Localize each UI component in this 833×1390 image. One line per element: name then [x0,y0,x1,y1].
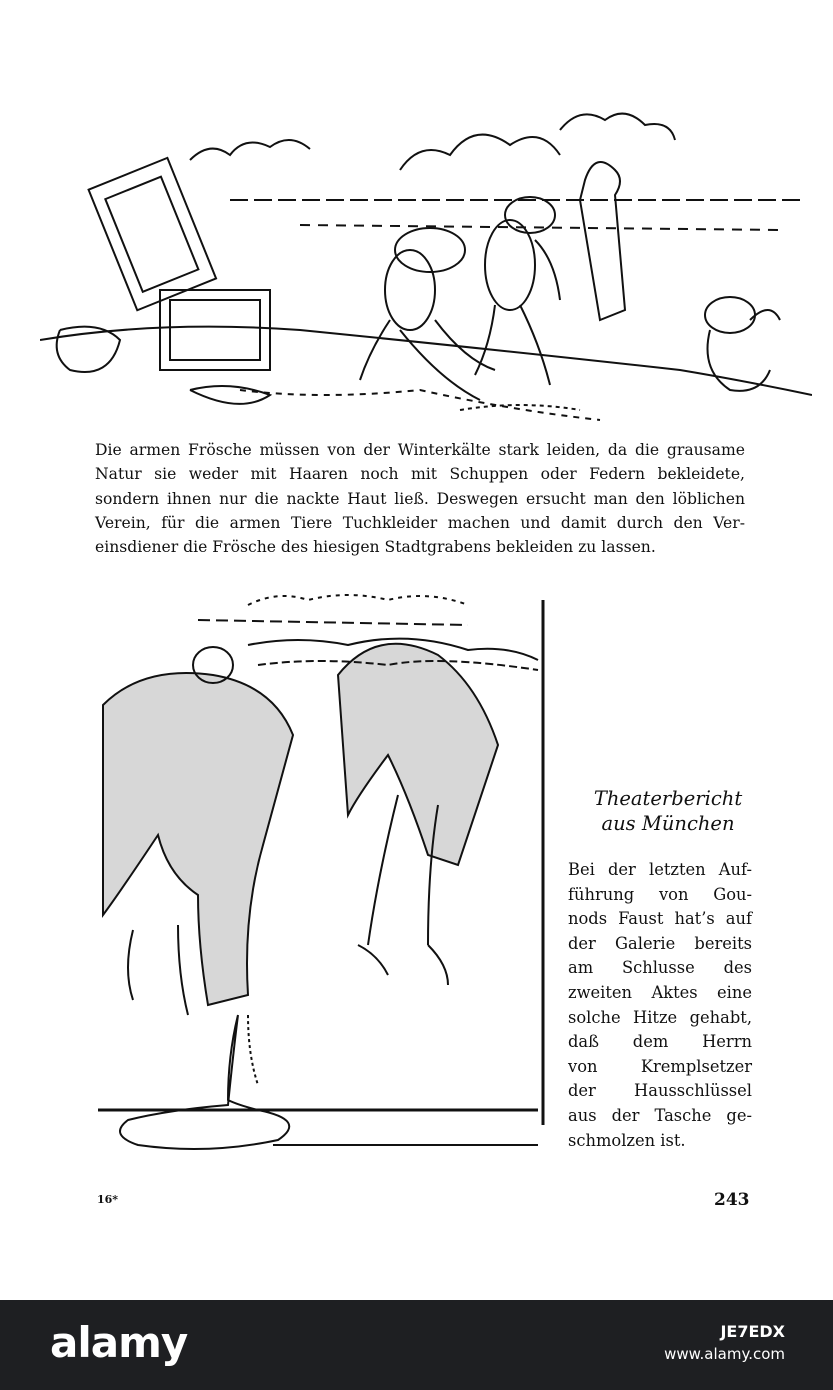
article-title-line: Theaterbericht [593,787,743,810]
theatre-gallery-illustration [98,585,548,1165]
printer-signature: 16* [97,1193,119,1206]
frogs-caption [95,438,745,559]
article-title-line: aus München [601,812,735,835]
article-line: der Galerie bereits [568,933,752,953]
caption-line: einsdiener die Frösche des hiesigen Stadtgrabens bekleiden zu lassen. [95,538,656,557]
frogs-illustration [40,90,812,425]
watermark-url: www.alamy.com [664,1345,785,1363]
article-line: daß dem Herrn [568,1032,752,1052]
article-body [568,858,752,1153]
article-line: aus der Tasche ge- [568,1105,752,1125]
watermark-info [664,1322,785,1363]
image-id: JE7EDX [720,1322,785,1341]
caption-line: Natur sie weder mit Haaren noch mit Schuppen oder Federn bekleidete, [95,465,745,484]
article-line: schmolzen ist. [568,1130,686,1150]
article-line: Bei der letzten Auf- [568,860,752,879]
page-number: 243 [714,1190,750,1210]
watermark-bar [0,1300,833,1390]
caption-line: Verein, für die armen Tiere Tuchkleider machen und damit durch den Ver- [95,513,745,532]
article-line: solche Hitze gehabt, [568,1007,752,1027]
caption-line: sondern ihnen nur die nackte Haut ließ. Deswegen ersucht man den löblichen [95,489,745,508]
article-title [568,786,768,836]
article-line: von Kremplsetzer [568,1056,752,1076]
article-line: der Hausschlüssel [568,1081,752,1101]
article-line: führung von Gou- [568,884,752,904]
article-line: am Schlusse des [568,958,752,978]
watermark-logo: alamy [50,1318,188,1367]
article-line: nods Faust hat’s auf [568,909,752,929]
caption-line: Die armen Frösche müssen von der Winterkälte stark leiden, da die grausame [95,441,745,459]
article-line: zweiten Aktes eine [568,982,752,1002]
